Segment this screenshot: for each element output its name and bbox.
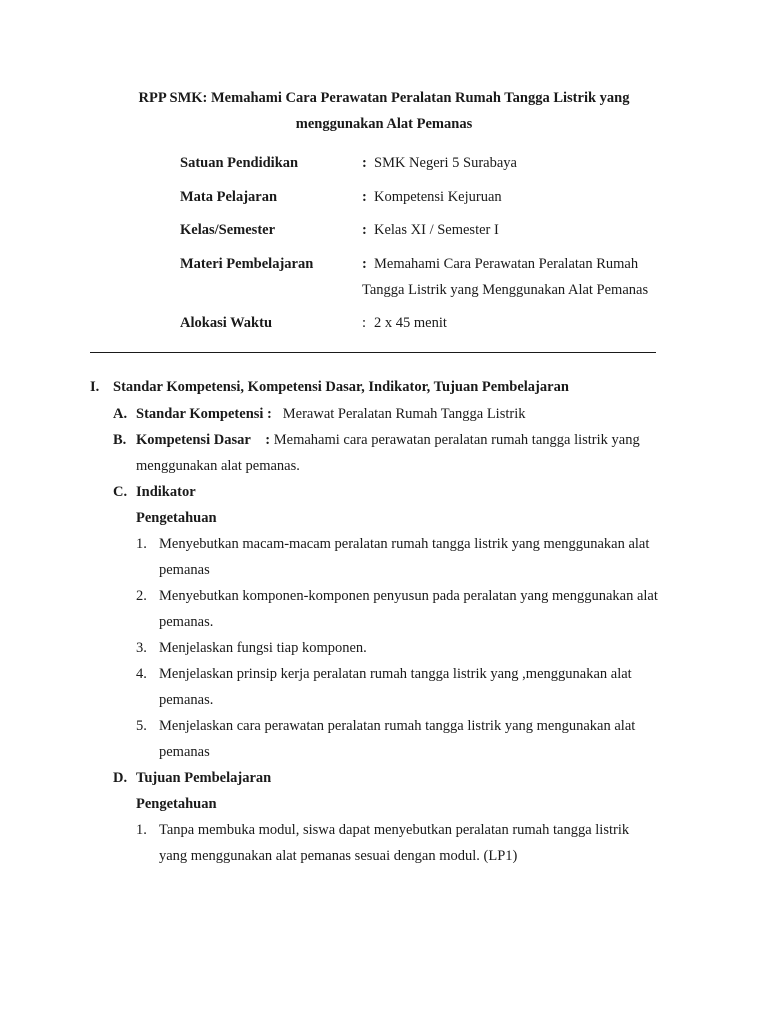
indikator-label: Indikator	[136, 484, 196, 500]
list-item-cont: pemanas.	[159, 692, 214, 708]
meta-colon: :	[362, 315, 367, 331]
list-item: Menyebutkan macam-macam peralatan rumah tangga listrik yang menggunakan alat	[159, 536, 650, 552]
list-number: 1.	[136, 536, 147, 552]
meta-value: Memahami Cara Perawatan Peralatan Rumah	[374, 256, 639, 272]
meta-value: Tangga Listrik yang Menggunakan Alat Pemanas	[362, 282, 649, 298]
list-item-cont: yang menggunakan alat pemanas sesuai dengan modul. (LP1)	[159, 848, 518, 864]
separator-rule	[90, 352, 656, 353]
list-item: Menjelaskan cara perawatan peralatan rumah tangga listrik yang mengunakan alat	[159, 718, 636, 734]
kompetensi-dasar-value: Memahami cara perawatan peralatan rumah tangga listrik yang	[273, 432, 640, 448]
standar-kompetensi	[136, 404, 526, 424]
standar-kompetensi-label: Standar Kompetensi :	[136, 406, 272, 422]
meta-colon: :	[362, 189, 367, 205]
item-marker: B.	[113, 432, 127, 448]
item-marker: D.	[113, 770, 128, 786]
meta-label: Mata Pelajaran	[180, 189, 278, 205]
section-heading: Standar Kompetensi, Kompetensi Dasar, Indikator, Tujuan Pembelajaran	[113, 379, 569, 395]
list-number: 2.	[136, 588, 147, 604]
kompetensi-dasar	[136, 430, 640, 450]
tujuan-sub: Pengetahuan	[136, 796, 217, 812]
meta-value: Kelas XI / Semester I	[374, 222, 499, 238]
kompetensi-dasar-cont: menggunakan alat pemanas.	[136, 458, 300, 474]
list-item: Tanpa membuka modul, siswa dapat menyebutkan peralatan rumah tangga listrik	[159, 822, 630, 838]
meta-colon: :	[362, 256, 367, 272]
list-item: Menyebutkan komponen-komponen penyusun pada peralatan yang menggunakan alat	[159, 588, 658, 604]
meta-colon: :	[362, 222, 367, 238]
meta-label: Materi Pembelajaran	[180, 256, 314, 272]
meta-value: SMK Negeri 5 Surabaya	[374, 155, 517, 171]
meta-label: Satuan Pendidikan	[180, 155, 299, 171]
meta-label: Kelas/Semester	[180, 222, 276, 238]
item-marker: A.	[113, 406, 128, 422]
meta-colon: :	[362, 155, 367, 171]
meta-value: Kompetensi Kejuruan	[374, 189, 502, 205]
list-number: 5.	[136, 718, 147, 734]
indikator-sub: Pengetahuan	[136, 510, 217, 526]
list-item: Menjelaskan prinsip kerja peralatan rumah tangga listrik yang ,menggunakan alat	[159, 666, 632, 682]
list-number: 4.	[136, 666, 147, 682]
document-title-line1: RPP SMK: Memahami Cara Perawatan Peralatan Rumah Tangga Listrik yang	[138, 90, 630, 106]
kompetensi-dasar-label: Kompetensi Dasar	[136, 432, 251, 448]
standar-kompetensi-value: Merawat Peralatan Rumah Tangga Listrik	[282, 406, 526, 422]
section-marker: I.	[90, 379, 100, 395]
tujuan-label: Tujuan Pembelajaran	[136, 770, 272, 786]
list-item: Menjelaskan fungsi tiap komponen.	[159, 640, 367, 656]
list-item-cont: pemanas	[159, 744, 210, 760]
kompetensi-dasar-colon: :	[265, 432, 271, 448]
list-item-cont: pemanas.	[159, 614, 214, 630]
list-number: 1.	[136, 822, 147, 838]
list-number: 3.	[136, 640, 147, 656]
meta-value: 2 x 45 menit	[374, 315, 447, 331]
meta-label: Alokasi Waktu	[180, 315, 273, 331]
list-item-cont: pemanas	[159, 562, 210, 578]
document-title-line2: menggunakan Alat Pemanas	[295, 116, 473, 132]
item-marker: C.	[113, 484, 128, 500]
